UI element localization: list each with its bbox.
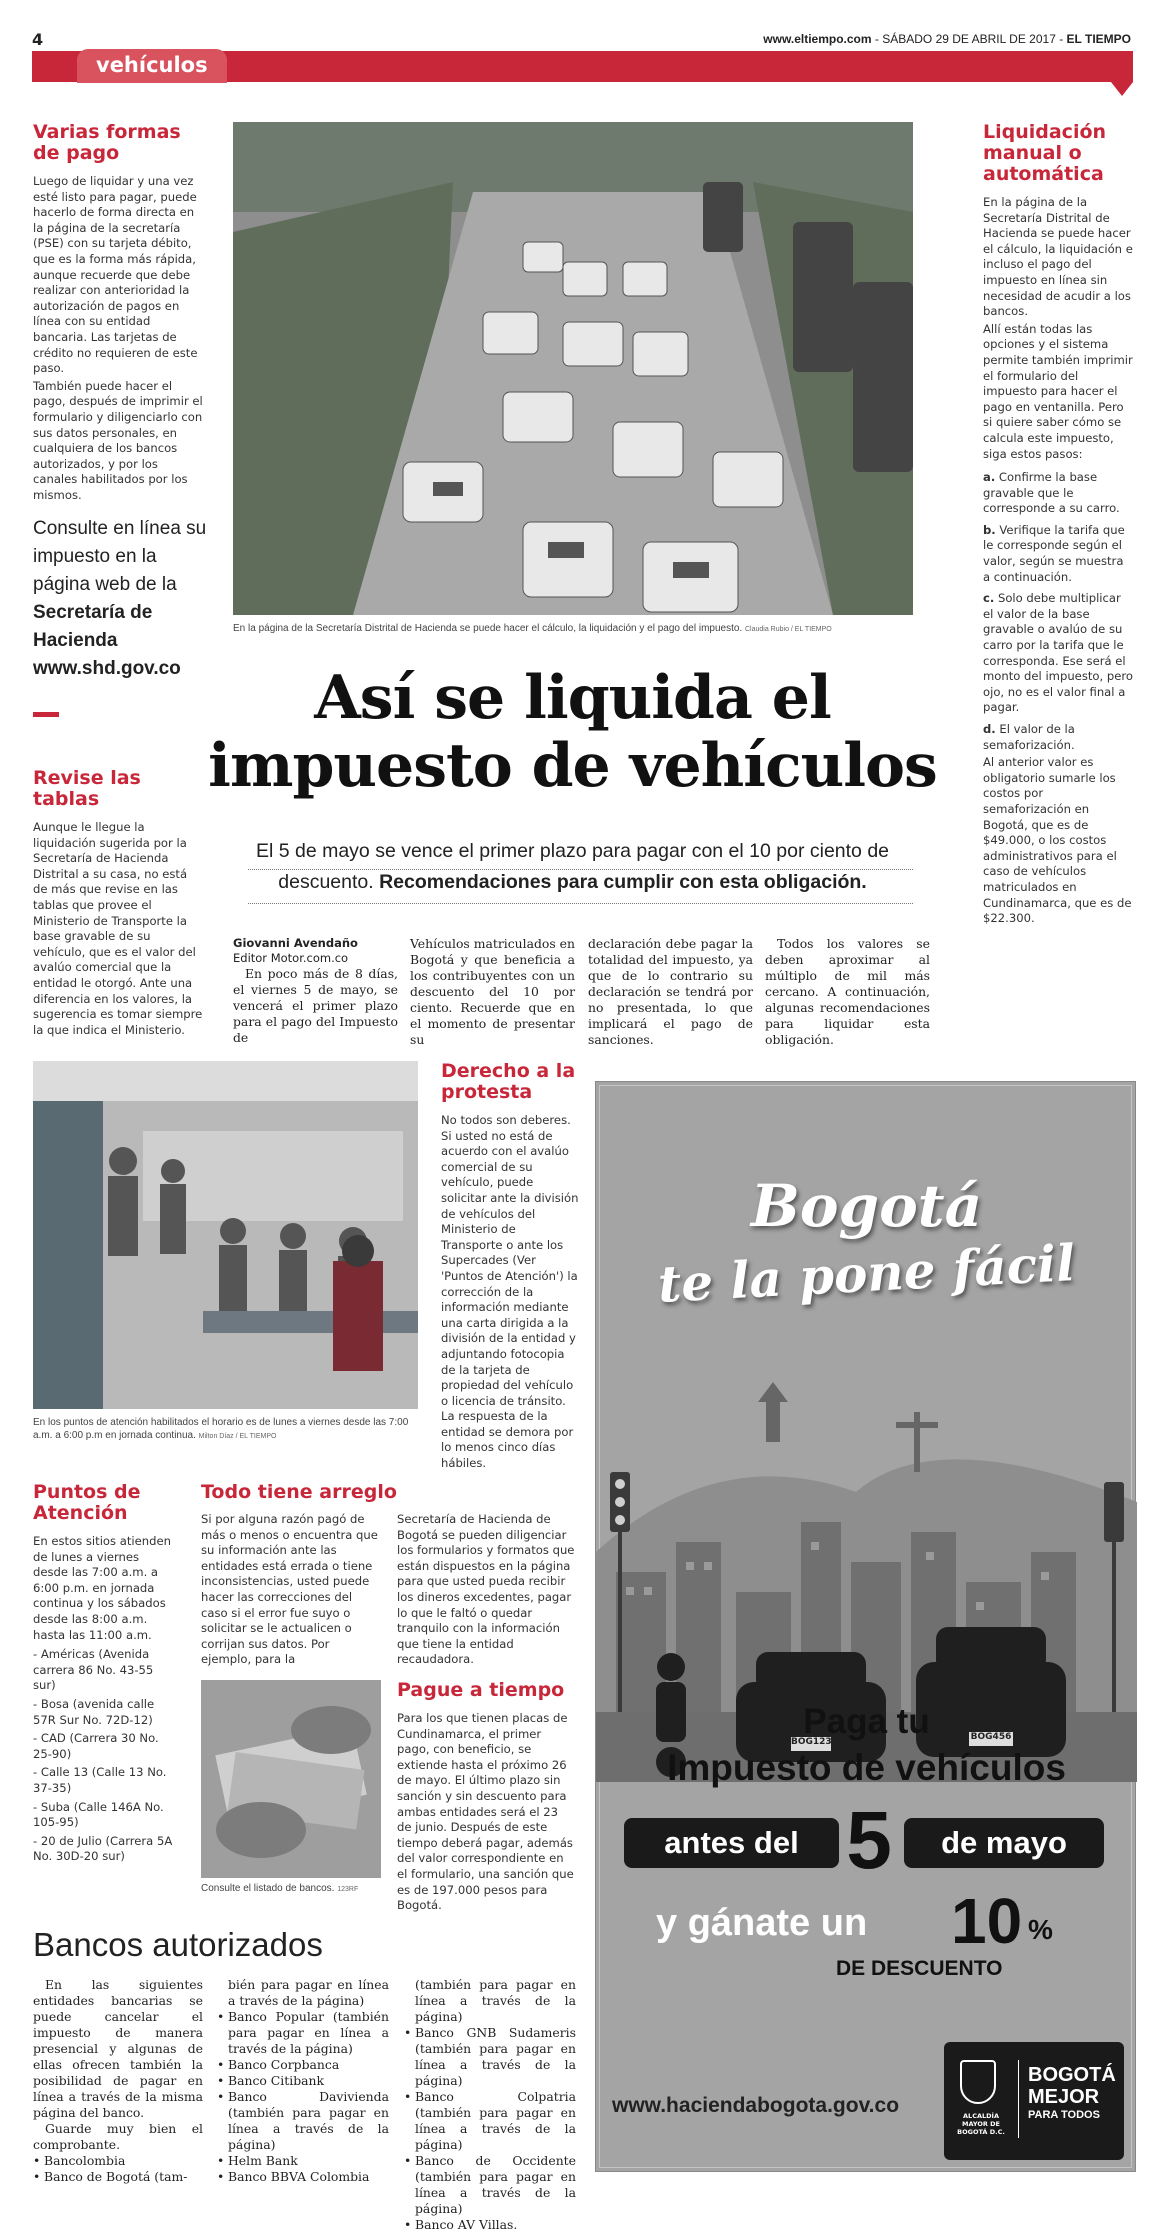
traffic-illustration: [233, 122, 913, 615]
ad-line-2: Impuesto de vehículos: [667, 1747, 1066, 1788]
caption-credit: 123RF: [337, 1886, 359, 1893]
paragraph: bién para pagar en línea a través de la página): [228, 1977, 389, 2008]
puntos-list: [33, 1647, 175, 1865]
paragraph: (también para pagar en línea a través de la página): [415, 1977, 576, 2024]
consulte-secretaria: Secretaría de Hacienda: [33, 602, 153, 651]
paragraph: En la página de la Secretaría Distrital de Hacienda se puede hacer el cálculo, la liquidación e incluso el pago del impuesto en línea sin necesidad de acudir a los bancos.: [983, 195, 1133, 319]
caption-text: En la página de la Secretaría Distrital de Hacienda se puede hacer el cálculo, la liquidación y el pago del impuesto.: [233, 623, 743, 634]
puntos-intro: En estos sitios atienden de lunes a viernes desde las 7:00 a.m. a 6:00 p.m. en jornada continua y los sábados desde las 8:00 a.m. hasta las 11:00 a.m.: [33, 1534, 171, 1642]
ad-url[interactable]: www.haciendabogota.gov.co: [612, 2094, 900, 2117]
consulte-box: [33, 515, 208, 683]
caption-text: En los puntos de atención habilitados el horario es de lunes a viernes desde las 7:00 a.m. a 6:00 p.m en jornada continua.: [33, 1417, 409, 1441]
step-text: Solo debe multiplicar el valor de la base gravable o avalúo de su carro por la tarifa que le corresponda. Ese será el monto del impuesto, pero ojo, no es el valor final a pagar.: [983, 591, 1133, 715]
paragraph: En las siguientes entidades bancarias se puede cancelar el impuesto de manera presencial y algunas de ellas ofrecen también la posibilidad de pagar en línea a través de la misma página del banco.: [33, 1977, 203, 2120]
body-col-4: Todos los valores se deben aproximar al múltiplo de mil más cercano. A continuación, algunas recomendaciones para liquidar esta obligación.: [765, 936, 930, 1047]
money-caption: [201, 1882, 391, 1896]
lead-text: El 5 de mayo se vence el primer plazo para pagar con el 10 por ciento de descuento.: [255, 840, 890, 893]
header-dateline: www.eltiempo.com - SÁBADO 29 DE ABRIL DE 2017 - EL TIEMPO: [763, 32, 1131, 46]
site-url: www.eltiempo.com: [763, 32, 872, 46]
pague-block: [397, 1680, 575, 1914]
traffic-photo-caption: [233, 622, 923, 636]
caption-credit: Milton Díaz / EL TIEMPO: [198, 1433, 277, 1440]
puntos-block: [33, 1482, 175, 1868]
varias-formas-block: [33, 122, 203, 505]
list-item: • Banco BBVA Colombia: [217, 2169, 389, 2185]
paragraph: Luego de liquidar y una vez esté listo para pagar, puede hacerlo de forma directa en la página de la secretaría (PSE) con su tarjeta débito, que es la forma más rápida, aunque recuerde que debe realizar con anterioridad la autorización de pagos en línea con su entidad bancaria. Las tarjetas de crédito no requieren de este paso.: [33, 174, 198, 376]
step-label: c.: [983, 591, 995, 606]
ad-script-line-2: te la pone fácil: [656, 1233, 1077, 1314]
ad-logo-box: [944, 2042, 1124, 2160]
ad-date-row: [624, 1795, 1114, 1886]
derecho-block: [441, 1061, 579, 1472]
ad-day-number: 5: [846, 1795, 892, 1886]
ad-plate-1: BOG123: [791, 1737, 832, 1747]
caption-credit: Claudia Rubio / EL TIEMPO: [744, 626, 832, 633]
derecho-title: Derecho a la protesta: [441, 1060, 576, 1103]
bank-list: [217, 2009, 389, 2185]
author-name: Giovanni Avendaño: [233, 936, 358, 950]
revise-text: Aunque le llegue la liquidación sugerida por la Secretaría de Hacienda Distrital a su casa, no está de más que revise en las tablas que provee el Ministerio de Transporte la base gravable de su vehículo, que es el valor del avalúo comercial que la entidad le otorgó. Ante una diferencia en los valores, la sugerencia es tomar siempre la que indica el Ministerio.: [33, 820, 203, 1037]
step-text: El valor de la semaforización.: [983, 722, 1075, 752]
service-point-illustration: [33, 1061, 418, 1409]
logo-line-3: PARA TODOS: [1028, 2109, 1100, 2121]
step-c: [983, 591, 1133, 716]
varias-formas-title: Varias formas de pago: [33, 121, 181, 164]
lead-bold: Recomendaciones para cumplir con esta obligación.: [379, 871, 867, 893]
section-bar-arrow: [1111, 82, 1133, 96]
ad-logo-text: [1028, 2064, 1116, 2122]
ad-percent-number: 10: [951, 1885, 1023, 1957]
bancos-title: Bancos autorizados: [33, 1926, 323, 1963]
list-item: • Banco Davivienda (también para pagar en línea a través de la página): [217, 2089, 389, 2153]
puntos-title: Puntos de Atención: [33, 1481, 141, 1524]
list-item: • Banco GNB Sudameris (también para pagar en línea a través de la página): [404, 2025, 576, 2089]
ad-ganate-text: y gánate un: [656, 1902, 868, 1944]
step-label: d.: [983, 722, 996, 736]
money-photo: [201, 1680, 381, 1878]
list-item: • Bancolombia: [33, 2153, 203, 2169]
list-item: • Banco Citibank: [217, 2073, 389, 2089]
logo-divider: [1018, 2060, 1019, 2138]
step-label: b.: [983, 522, 996, 537]
byline: [233, 936, 398, 966]
logo-line-2: MEJOR: [1028, 2086, 1100, 2108]
pague-title: Pague a tiempo: [397, 1679, 565, 1701]
service-point-photo: [33, 1061, 418, 1409]
paragraph: También puede hacer el pago, después de imprimir el formulario y diligenciarlo con sus datos personales, en cualquiera de los bancos autorizados, y por los canales habilitados por los mismos.: [33, 378, 203, 502]
arreglo-text-2: Secretaría de Hacienda de Bogotá se pueden diligenciar los formularios y formatos que están dispuestos en la página para que usted pueda recibir los dineros excedentes, pagar lo que le faltó o quedar tranquilo con la información que tiene la entidad recaudadora.: [397, 1512, 575, 1667]
liquidacion-text: [983, 195, 1133, 927]
list-item: • Banco Corpbanca: [217, 2057, 389, 2073]
step-b: [983, 523, 1133, 585]
issue-date: SÁBADO 29 DE ABRIL DE 2017: [882, 32, 1056, 46]
body-col-1: En poco más de 8 días, el viernes 5 de mayo, se vencerá el primer plazo para el pago del Impuesto de: [233, 966, 398, 1045]
arreglo-text-1: Si por alguna razón pagó de más o menos o encuentra que su información ante las entidades está errada o tiene inconsistencias, usted puede hacer las correcciones del caso si el error fue suyo o solicitar se le actualicen o corrijan sus datos. Por ejemplo, para la: [201, 1512, 378, 1667]
headline-line-1: Así se liquida el: [314, 663, 831, 733]
paragraph: Allí están todas las opciones y el sistema permite también imprimir el formulario del impuesto para hacer el pago en ventanilla. Pero si quiere saber cómo se calcula este impuesto, siga estos pasos:: [983, 321, 1133, 461]
list-item: - Calle 13 (Calle 13 No. 37-35): [33, 1765, 167, 1795]
revise-block: [33, 768, 205, 1038]
lead: [240, 836, 905, 898]
ad-alcaldia: ALCALDÍA MAYOR DE BOGOTÁ D.C.: [957, 2112, 1005, 2136]
hacienda-advertisement: [595, 1081, 1136, 2172]
section-tab: vehículos: [77, 49, 227, 83]
ad-plate-2: BOG456: [970, 1732, 1012, 1742]
list-item: • Helm Bank: [217, 2153, 389, 2169]
list-item: • Banco Popular (también para pagar en línea a través de la página): [217, 2009, 389, 2057]
bank-list: [404, 2025, 576, 2233]
list-item: • Banco de Bogotá (tam-: [33, 2169, 203, 2185]
bancos-col-1: [33, 1977, 203, 2185]
logo-line-1: BOGOTÁ: [1028, 2064, 1116, 2086]
step-text: Verifique la tarifa que le corresponde según el valor, según se muestra a continuación.: [983, 522, 1125, 584]
step-d: [983, 722, 1133, 753]
ad-ganate-row: [656, 1885, 1096, 1962]
money-illustration: [201, 1680, 381, 1878]
ad-percent-sign: %: [1028, 1914, 1053, 1945]
ad-script-line-1: Bogotá: [750, 1172, 983, 1240]
caption-text: Consulte el listado de bancos.: [201, 1883, 335, 1894]
body-col-2: Vehículos matriculados en Bogotá y que beneficia a los contribuyentes con un descuento del 10 por ciento. Recuerde que en el momento de presentar su: [410, 936, 575, 1047]
bancos-col-3: [404, 1977, 576, 2233]
step-text: Confirme la base gravable que le corresponde a su carro.: [983, 470, 1120, 516]
list-item: • Banco AV Villas.: [404, 2217, 576, 2233]
varias-formas-text: [33, 174, 203, 503]
list-item: • Banco de Occidente (también para pagar en línea a través de la página): [404, 2153, 576, 2217]
author-role: Editor Motor.com.co: [233, 951, 349, 965]
page-number: 4: [32, 30, 44, 49]
ad-descuento: DE DESCUENTO: [836, 1957, 1003, 1980]
bank-list: [33, 2153, 203, 2185]
ad-line-1: Paga tu: [803, 1702, 930, 1741]
paragraph: Al anterior valor es obligatorio sumarle los costos por semaforización en Bogotá, que es de $49.000, o los costos administrativos para el caso de vehículos matriculados en Cundinamarca, que es de $22.300.: [983, 755, 1132, 926]
paragraph: Guarde muy bien el comprobante.: [33, 2121, 203, 2152]
pague-text: Para los que tienen placas de Cundinamarca, el primer pago, con beneficio, se extiende hasta el próximo 26 de mayo. El último plazo sin sanción y sin descuento para ambas entidades será el 23 de junio. Después de este tiempo deberá pagar, además del valor correspondiente en el formulario, una sanción que es de 197.000 pesos para Bogotá.: [397, 1711, 574, 1913]
traffic-photo: [233, 122, 913, 615]
lead-rule-bottom: [248, 903, 913, 904]
service-point-caption: [33, 1416, 423, 1443]
step-label: a.: [983, 470, 996, 485]
revise-title: Revise las tablas: [33, 767, 141, 810]
headline: [200, 664, 945, 800]
list-item: - Américas (Avenida carrera 86 No. 43-55 sur): [33, 1647, 154, 1693]
list-item: • Banco Colpatria (también para pagar en línea a través de la página): [404, 2089, 576, 2153]
coat-of-arms-icon: [960, 2060, 996, 2104]
derecho-text: No todos son deberes. Si usted no está de acuerdo con el avalúo comercial de su vehículo, puede solicitar ante la división de vehículos del Ministerio de Transporte o ante los Supercades (Ver 'Puntos de Atención') la corrección de la información mediante una carta dirigida a la división de la entidad y adjuntando fotocopia de la tarjeta de propiedad del vehículo o licencia de tránsito. La respuesta de la entidad se demora por lo menos cinco días hábiles.: [441, 1113, 579, 1471]
body-col-3: declaración debe pagar la totalidad del impuesto, ya que de lo contrario su declaración se tendrá por no presentada, lo que implicará el pago de sanciones.: [588, 936, 753, 1047]
list-item: - Suba (Calle 146A No. 105-95): [33, 1799, 164, 1830]
brand-name: EL TIEMPO: [1066, 32, 1131, 46]
ad-antes-pill: antes del: [624, 1818, 839, 1868]
list-item: - CAD (Carrera 30 No. 25-90): [33, 1731, 159, 1761]
ad-mayo-pill: de mayo: [904, 1818, 1104, 1868]
list-item: - Bosa (avenida calle 57R Sur No. 72D-12): [33, 1696, 155, 1727]
divider: [33, 712, 59, 717]
bancos-col-2: [217, 1977, 389, 2185]
lead-rule: [248, 869, 913, 870]
arreglo-title: Todo tiene arreglo: [201, 1481, 397, 1503]
liquidacion-block: [983, 122, 1133, 929]
headline-line-2: impuesto de vehículos: [208, 731, 937, 801]
step-a: [983, 470, 1133, 517]
consulte-text: Consulte en línea su impuesto en la página web de la: [33, 518, 207, 595]
consulte-url[interactable]: www.shd.gov.co: [33, 658, 181, 679]
liquidacion-title: Liquidación manual o automática: [983, 121, 1107, 185]
list-item: - 20 de Julio (Carrera 5A No. 30D-20 sur): [33, 1833, 173, 1864]
